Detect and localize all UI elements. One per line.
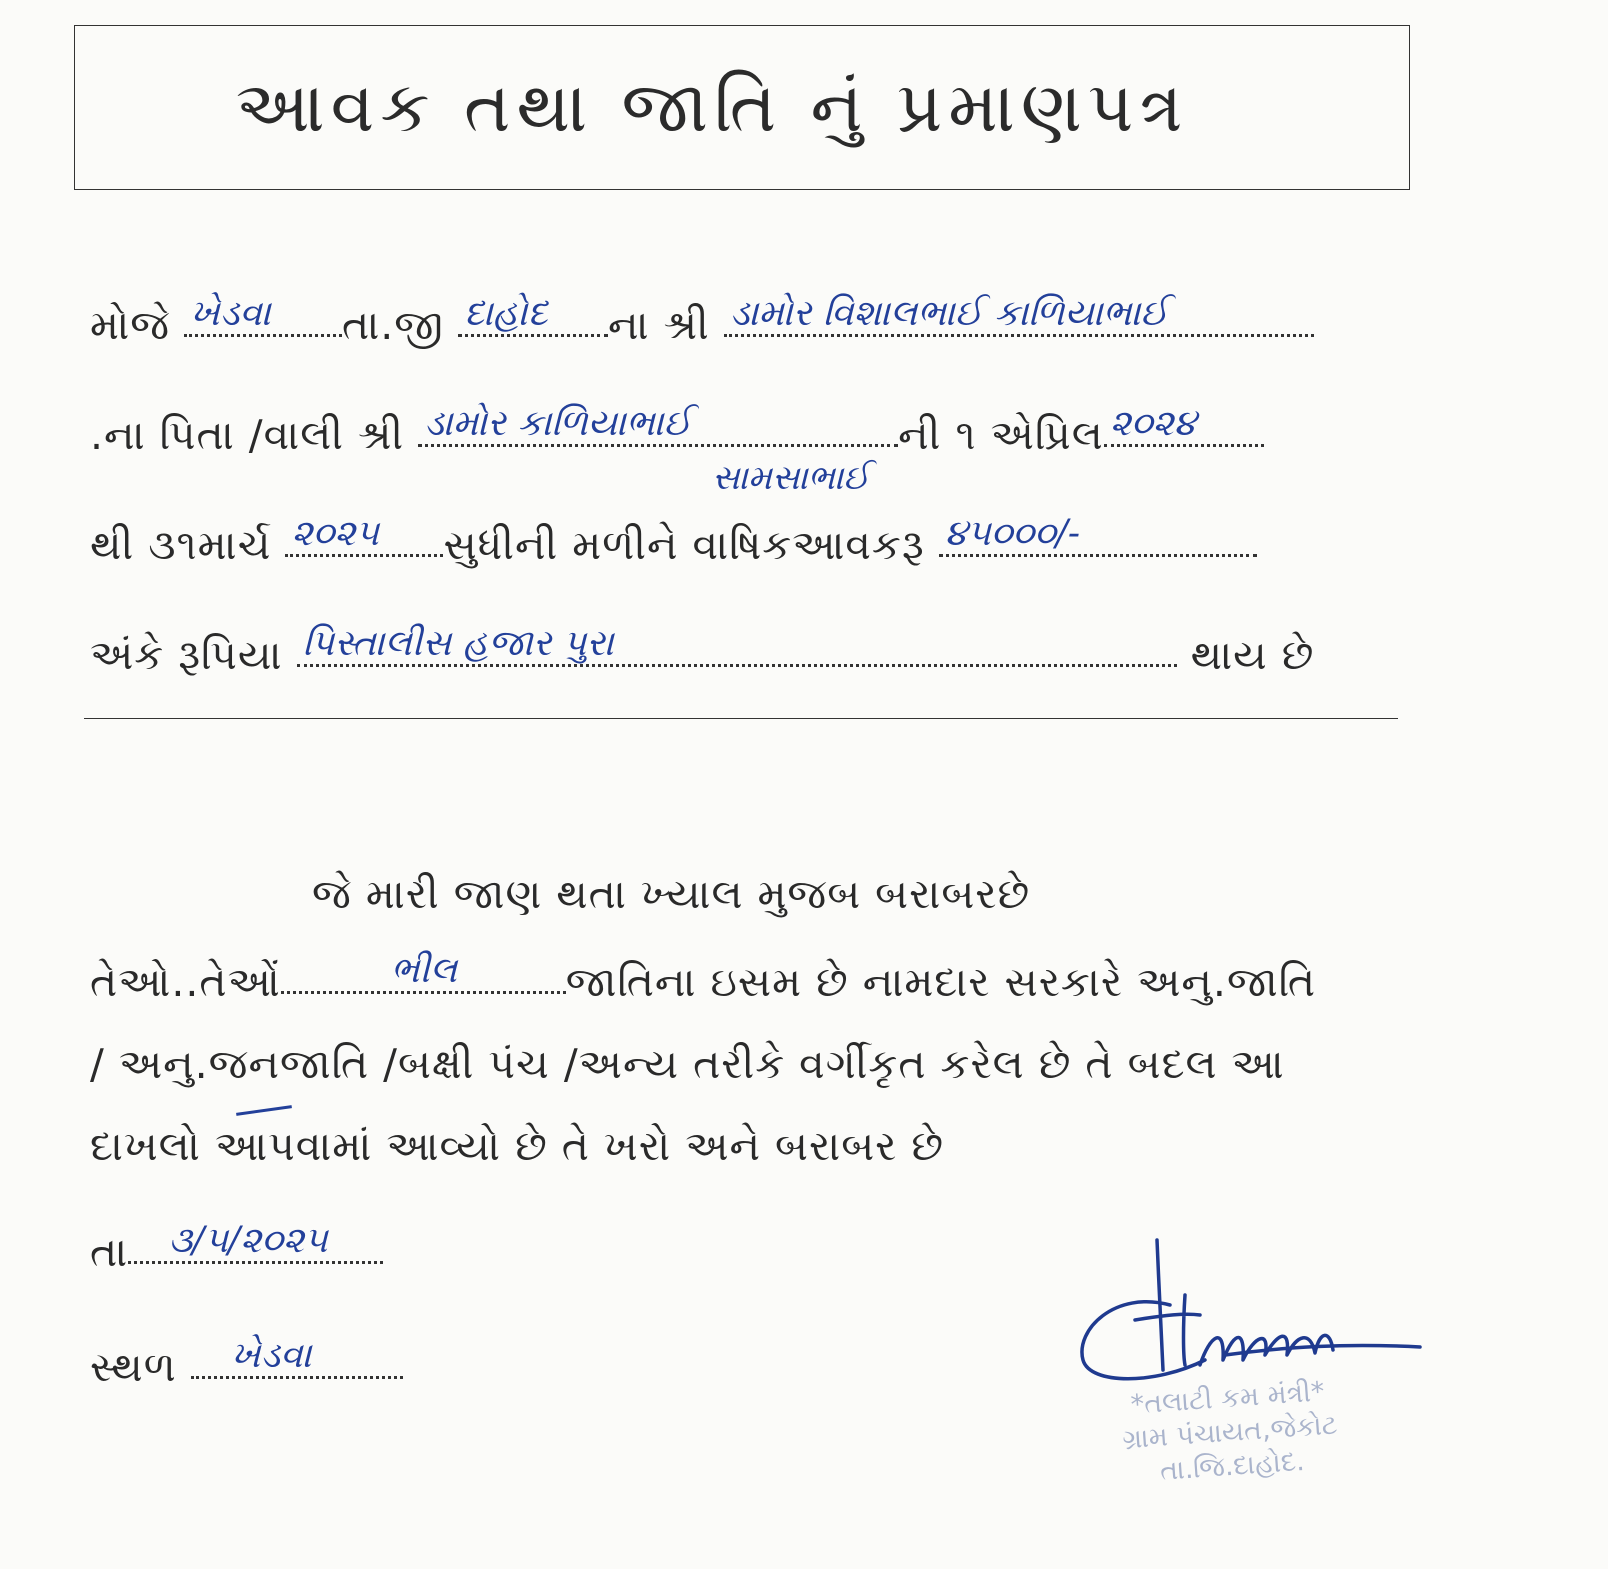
field-income-amount: ૪૫૦૦૦/-	[939, 518, 1257, 559]
label-guardian: .ના પિતા /વાલી શ્રી	[90, 411, 405, 459]
label-shri: ના શ્રી	[607, 301, 710, 349]
guardian-name-continuation: સામસાભાઈ	[712, 458, 870, 498]
para-line-2	[90, 949, 1317, 1007]
field-village: ખેડવા	[184, 298, 342, 339]
title-box	[74, 25, 1410, 190]
certificate-title: આવક તથા જાતિ નું પ્રમાણપત્ર	[235, 66, 1189, 148]
line-place	[90, 1334, 403, 1392]
label-they: તેઓ..તેઓં	[90, 958, 281, 1006]
field-to-year: ૨૦૨૫	[285, 518, 443, 559]
label-place: સ્થળ	[90, 1343, 177, 1391]
stamp-line-1: *તલાટી કમ મંત્રી*	[1129, 1376, 1326, 1421]
stamp-line-2: ગ્રામ પંચાયત,જેકોટ	[1121, 1409, 1339, 1456]
label-caste-text: જાતિના ઇસમ છે નામદાર સરકારે અનુ.જાતિ	[565, 958, 1317, 1006]
line-amount-words	[90, 622, 1315, 680]
ink-underline-mark	[236, 1105, 292, 1116]
label-april: ની ૧ એપ્રિલ	[898, 411, 1104, 459]
para-line-4: દાખલો આપવામાં આવ્યો છે તે ખરો અને બરાબર છે	[90, 1122, 945, 1170]
label-annual-income: સુધીની મળીને વાષિકઆવકરૂ	[443, 521, 925, 569]
line-village	[90, 292, 1314, 350]
field-applicant-name: ડામોર વિશાલભાઈ કાળિયાભાઈ	[724, 298, 1314, 339]
field-from-year: ૨૦૨૪	[1104, 408, 1264, 449]
field-guardian: ડામોર કાળિયાભાઈ	[418, 408, 898, 449]
label-date: તા	[90, 1228, 129, 1276]
field-taluka: દાહોદ	[458, 298, 608, 339]
field-place: ખેડવા	[191, 1340, 403, 1381]
label-rupees: અંકે રૂપિયા	[90, 631, 283, 679]
label-march: થી ૩૧માર્ચ	[90, 521, 272, 569]
line-date	[90, 1219, 383, 1277]
label-taluka: તા.જી	[342, 301, 444, 349]
field-amount-words: પિસ્તાલીસ હજાર પુરા	[297, 628, 1177, 669]
label-moje: મોજે	[90, 301, 170, 349]
label-thay-chhe: થાય છે	[1190, 631, 1315, 679]
section-divider	[84, 718, 1398, 719]
para-line-3: / અનુ.જનજાતિ /બક્ષી પંચ /અન્ય તરીકે વર્ગીકૃત કરેલ છે તે બદલ આ	[90, 1040, 1285, 1088]
field-date: ૩/૫/૨૦૨૫	[128, 1225, 383, 1266]
stamp-line-3: તા.જિ.દાહોદ.	[1159, 1445, 1306, 1487]
line-income	[90, 512, 1257, 570]
field-caste: ભીલ	[281, 955, 566, 996]
official-stamp	[1067, 1371, 1393, 1495]
para-line-1: જે મારી જાણ થતા ખ્યાલ મુજબ બરાબરછે	[312, 870, 1031, 918]
line-guardian	[90, 402, 1264, 460]
